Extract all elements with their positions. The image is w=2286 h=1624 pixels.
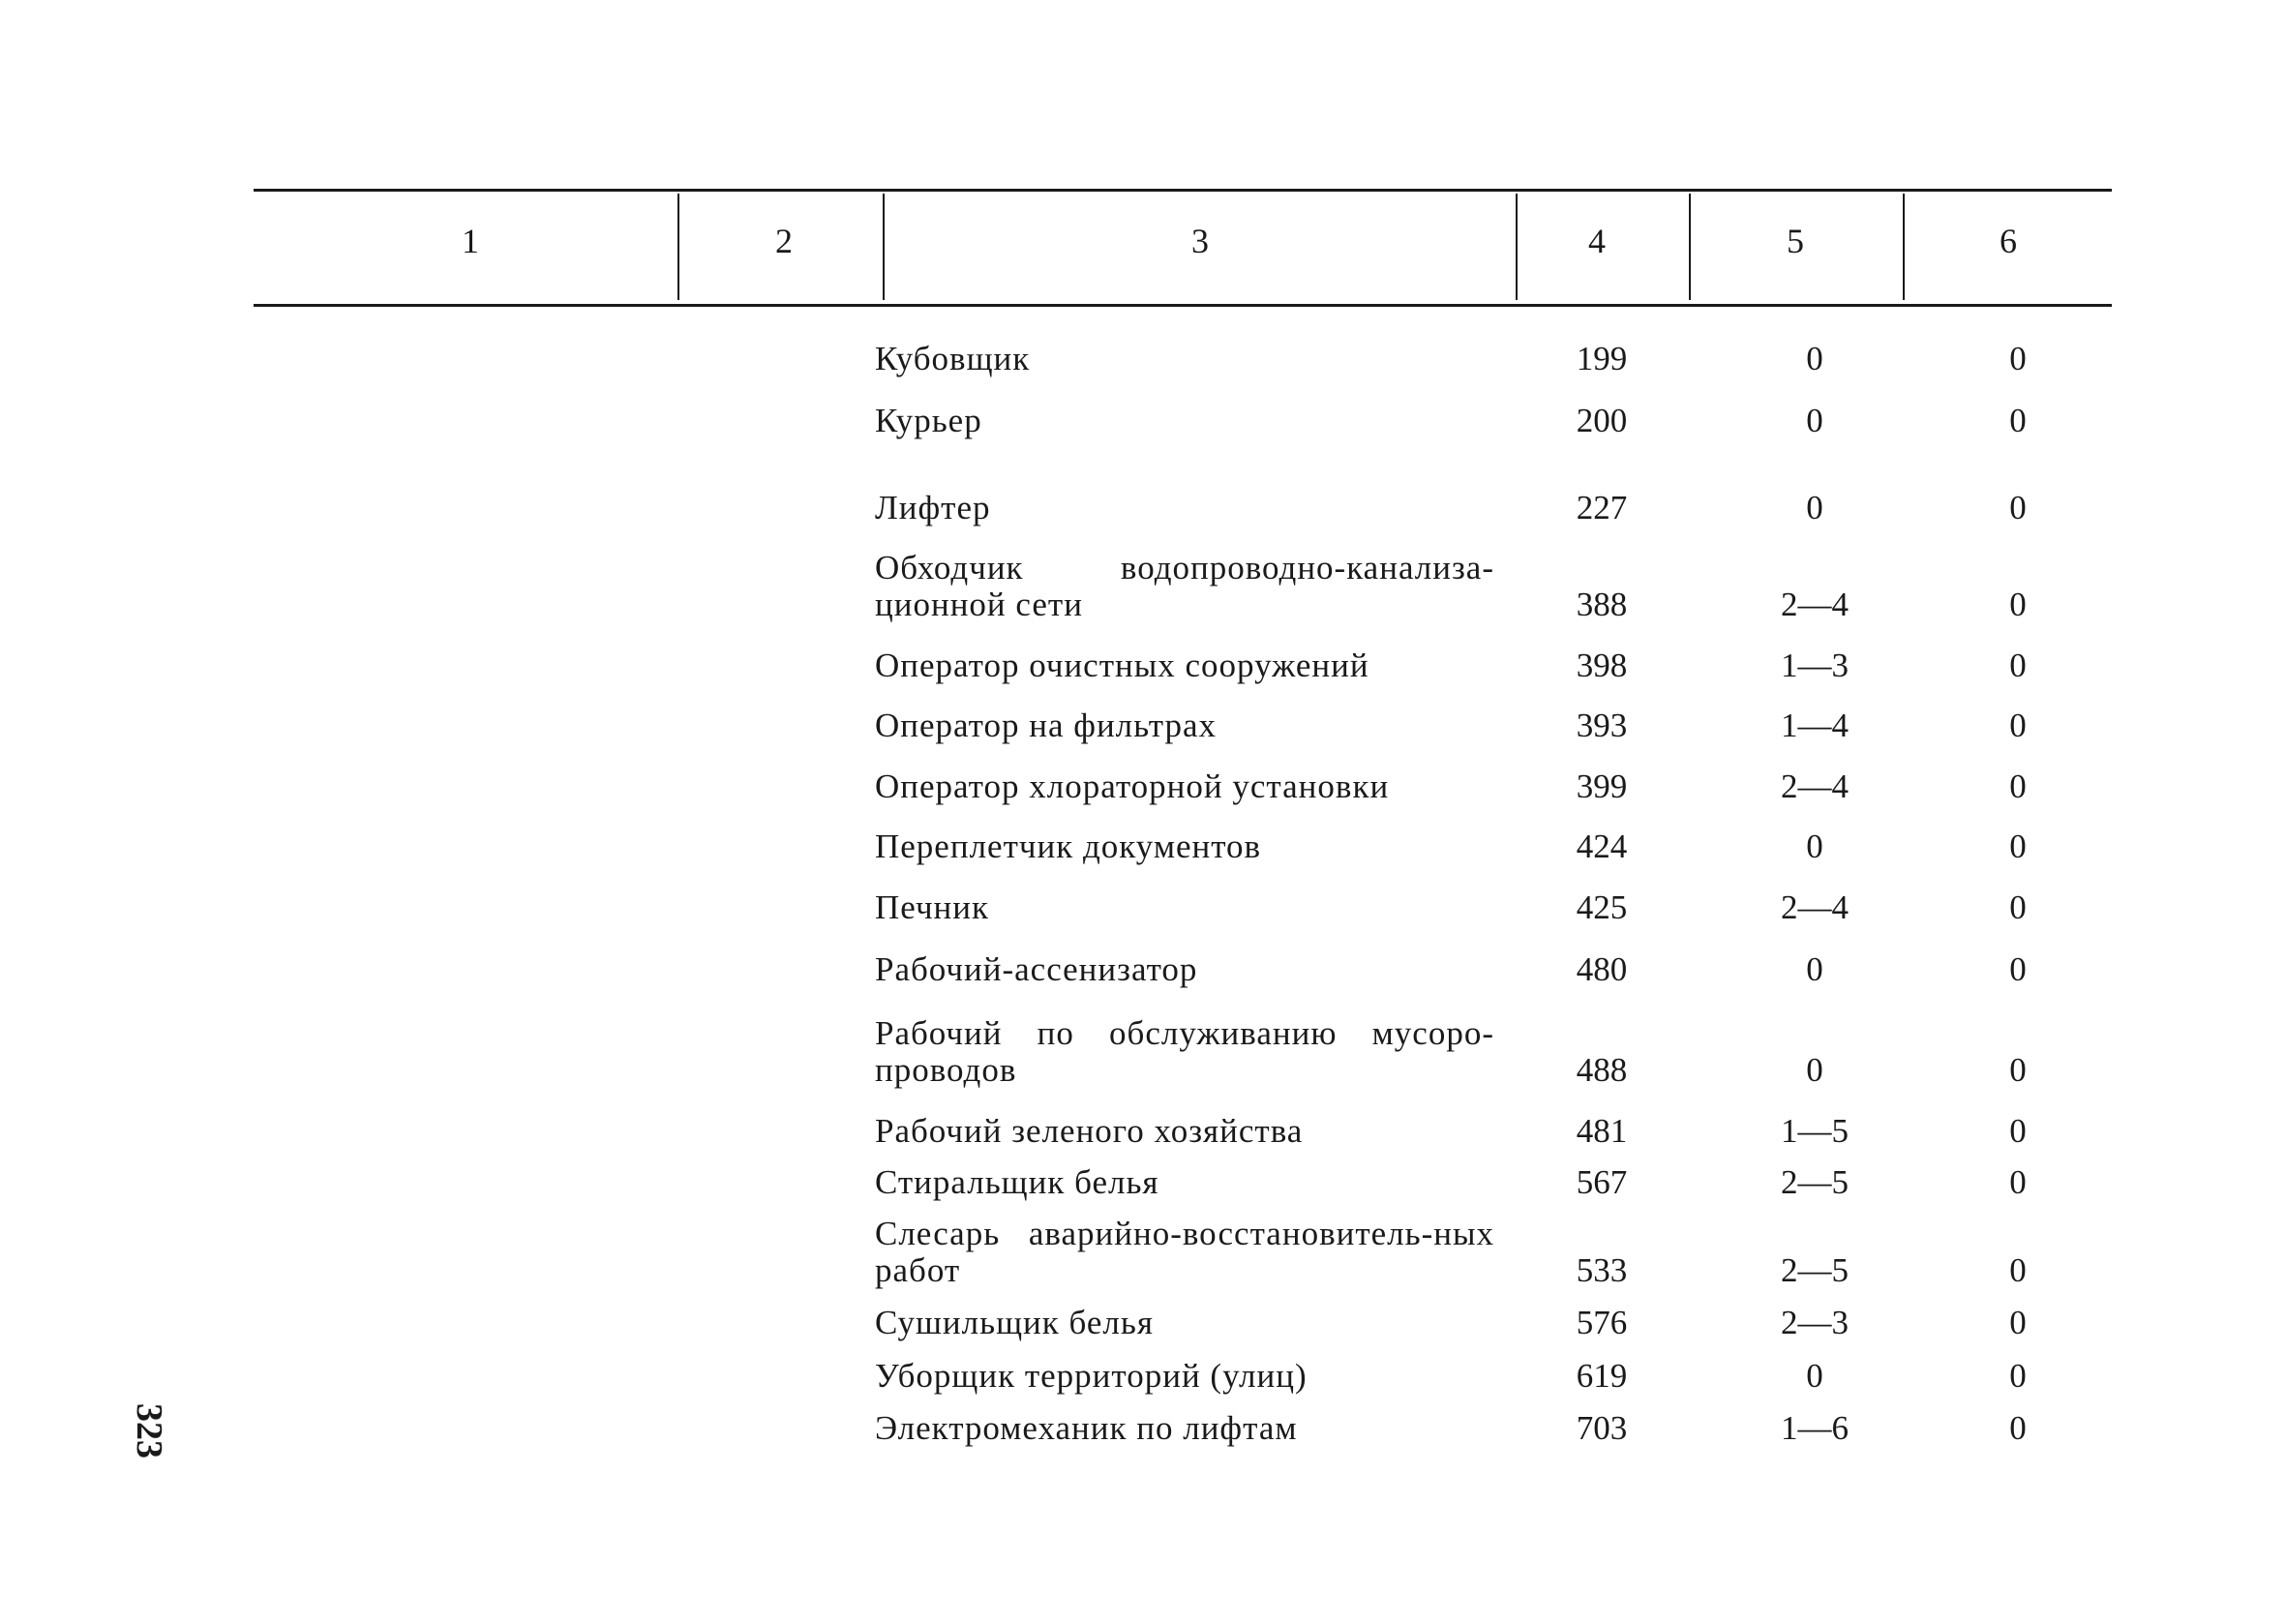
table-top-rule [254,189,2112,192]
occupation-name: Стиральщик белья [875,1163,1159,1201]
occupation-name: Сушильщик белья [875,1304,1154,1341]
col6-value: 0 [2009,340,2027,377]
occupation-name: Слесарь аварийно-восстановитель-ных работ [875,1215,1494,1289]
range-value: 2—3 [1781,1304,1849,1341]
occupation-code: 619 [1576,1357,1628,1395]
range-value: 1—6 [1781,1409,1849,1447]
col6-value: 0 [2009,1163,2027,1201]
column-separator [1903,194,1905,300]
range-value: 0 [1806,1051,1823,1089]
range-value: 0 [1806,1357,1823,1395]
column-number-6: 6 [2000,222,2017,260]
col6-value: 0 [2009,950,2027,988]
occupation-name: Рабочий-ассенизатор [875,950,1198,988]
occupation-name: Лифтер [875,489,991,526]
occupation-code: 703 [1576,1409,1628,1447]
range-value: 1—3 [1781,647,1849,684]
col6-value: 0 [2009,647,2027,684]
column-number-5: 5 [1787,222,1804,260]
occupation-code: 488 [1576,1051,1628,1089]
occupation-code: 567 [1576,1163,1628,1201]
column-number-2: 2 [775,222,793,260]
column-number-4: 4 [1588,222,1606,260]
occupation-name: Оператор хлораторной установки [875,767,1390,805]
occupation-name: Обходчик водопроводно-канализа-ционной сети [875,549,1494,623]
column-separator [883,194,885,300]
col6-value: 0 [2009,707,2027,744]
column-number-1: 1 [462,222,479,260]
occupation-name: Оператор очистных сооружений [875,647,1369,684]
range-value: 1—5 [1781,1112,1849,1150]
occupation-name: Кубовщик [875,340,1031,377]
occupation-code: 576 [1576,1304,1628,1341]
occupation-name: Оператор на фильтрах [875,707,1218,744]
occupation-name: Курьер [875,402,982,439]
occupation-code: 199 [1576,340,1628,377]
occupation-code: 533 [1576,1251,1628,1289]
occupation-code: 200 [1576,402,1628,439]
occupation-code: 398 [1576,647,1628,684]
col6-value: 0 [2009,489,2027,526]
col6-value: 0 [2009,402,2027,439]
occupation-name: Электромеханик по лифтам [875,1409,1298,1447]
col6-value: 0 [2009,888,2027,926]
occupation-name: Рабочий по обслуживанию мусоро-проводов [875,1014,1494,1089]
col6-value: 0 [2009,1304,2027,1341]
range-value: 2—4 [1781,586,1849,623]
col6-value: 0 [2009,1112,2027,1150]
col6-value: 0 [2009,586,2027,623]
occupation-code: 399 [1576,767,1628,805]
col6-value: 0 [2009,827,2027,865]
range-value: 2—4 [1781,888,1849,926]
page-number: 323 [129,1403,169,1459]
col6-value: 0 [2009,767,2027,805]
occupation-code: 481 [1576,1112,1628,1150]
occupation-name: Уборщик территорий (улиц) [875,1357,1308,1395]
occupation-name: Печник [875,888,990,926]
column-separator [1689,194,1691,300]
occupation-name: Рабочий зеленого хозяйства [875,1112,1304,1150]
occupation-code: 425 [1576,888,1628,926]
col6-value: 0 [2009,1051,2027,1089]
range-value: 2—5 [1781,1163,1849,1201]
col6-value: 0 [2009,1409,2027,1447]
range-value: 0 [1806,489,1823,526]
occupation-code: 424 [1576,827,1628,865]
occupation-code: 393 [1576,707,1628,744]
range-value: 2—5 [1781,1251,1849,1289]
range-value: 0 [1806,827,1823,865]
table-header-rule [254,304,2112,307]
range-value: 1—4 [1781,707,1849,744]
col6-value: 0 [2009,1251,2027,1289]
occupation-code: 388 [1576,586,1628,623]
range-value: 0 [1806,402,1823,439]
col6-value: 0 [2009,1357,2027,1395]
range-value: 0 [1806,950,1823,988]
column-separator [1516,194,1518,300]
occupation-code: 227 [1576,489,1628,526]
occupation-name: Переплетчик документов [875,827,1262,865]
occupation-code: 480 [1576,950,1628,988]
range-value: 0 [1806,340,1823,377]
column-number-3: 3 [1191,222,1209,260]
column-separator [677,194,679,300]
range-value: 2—4 [1781,767,1849,805]
